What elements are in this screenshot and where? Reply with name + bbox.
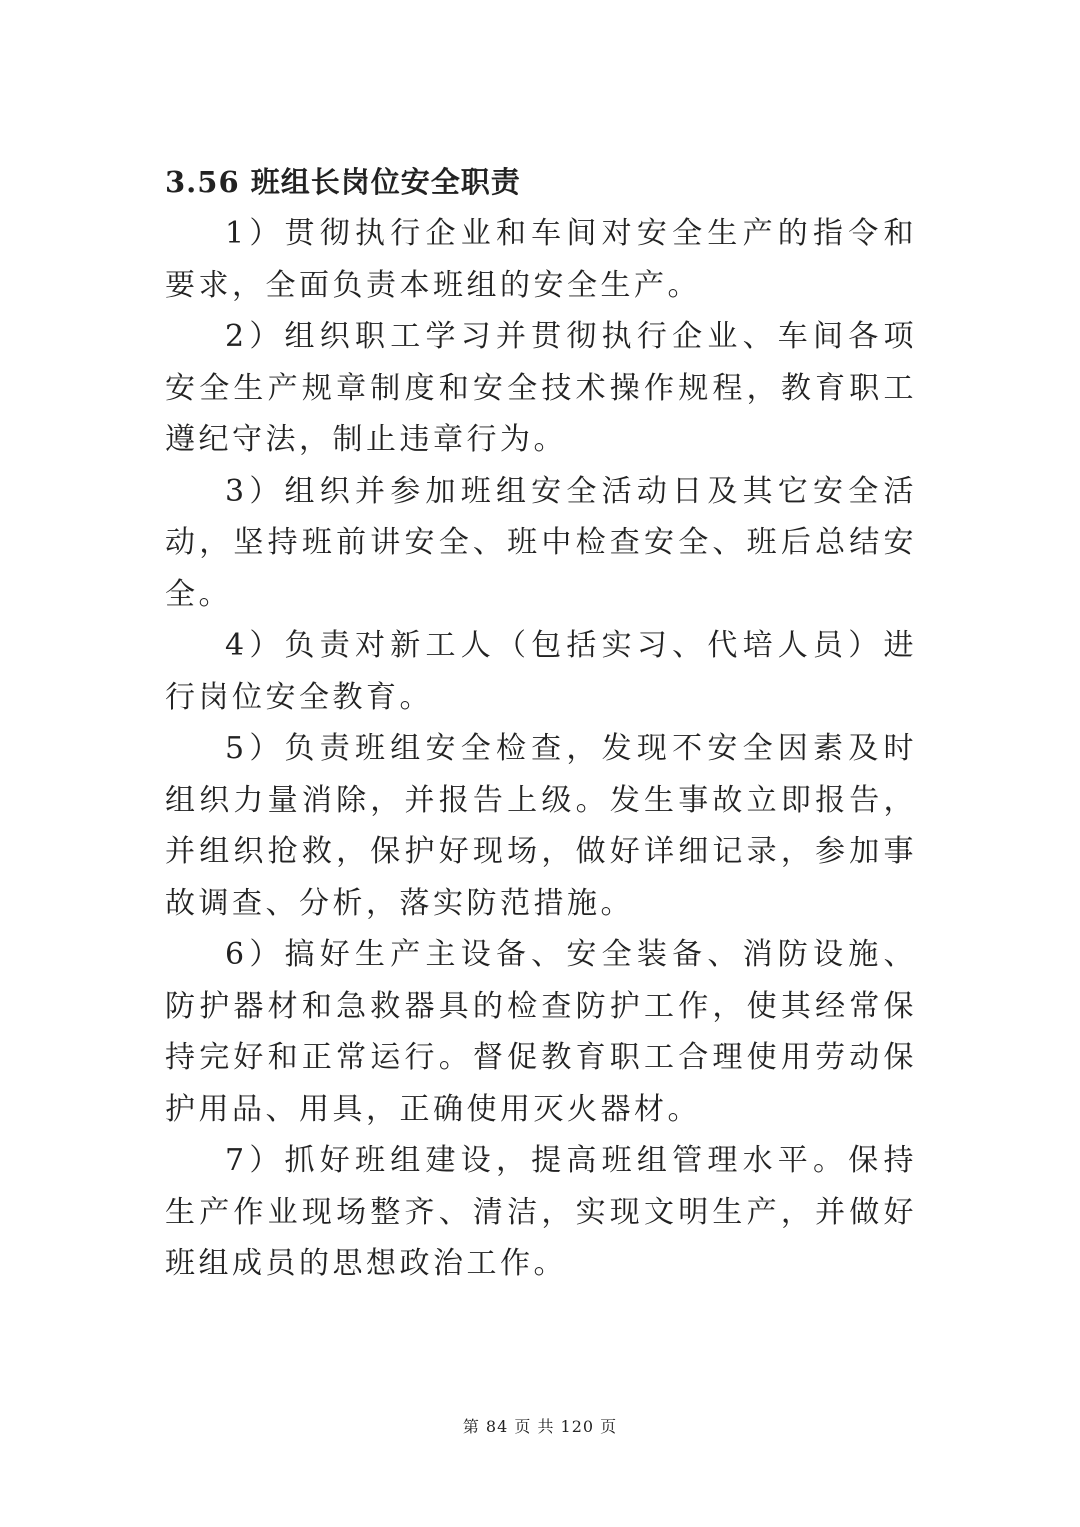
section-heading: 3.56 班组长岗位安全职责 <box>165 165 521 199</box>
duty-paragraph-5: 5）负责班组安全检查，发现不安全因素及时组织力量消除，并报告上级。发生事故立即报告，并组织抢救，保护好现场，做好详细记录，参加事故调查、分析，落实防范措施。 <box>165 731 917 921</box>
duty-paragraph-4: 4）负责对新工人（包括实习、代培人员）进行岗位安全教育。 <box>165 628 917 715</box>
page-content <box>165 160 917 1290</box>
duty-paragraph-1: 1）贯彻执行企业和车间对安全生产的指令和要求，全面负责本班组的安全生产。 <box>165 216 917 303</box>
duty-paragraph-2: 2）组织职工学习并贯彻执行企业、车间各项安全生产规章制度和安全技术操作规程，教育职工遵纪守法，制止违章行为。 <box>165 319 917 457</box>
duty-paragraph-3: 3）组织并参加班组安全活动日及其它安全活动，坚持班前讲安全、班中检查安全、班后总结安全。 <box>165 473 917 612</box>
duty-paragraph-6: 6）搞好生产主设备、安全装备、消防设施、防护器材和急救器具的检查防护工作，使其经常保持完好和正常运行。督促教育职工合理使用劳动保护用品、用具，正确使用灭火器材。 <box>165 937 917 1127</box>
page-number-footer: 第 84 页 共 120 页 <box>462 1417 618 1436</box>
duty-paragraph-7: 7）抓好班组建设，提高班组管理水平。保持生产作业现场整齐、清洁，实现文明生产，并做好班组成员的思想政治工作。 <box>165 1143 917 1281</box>
